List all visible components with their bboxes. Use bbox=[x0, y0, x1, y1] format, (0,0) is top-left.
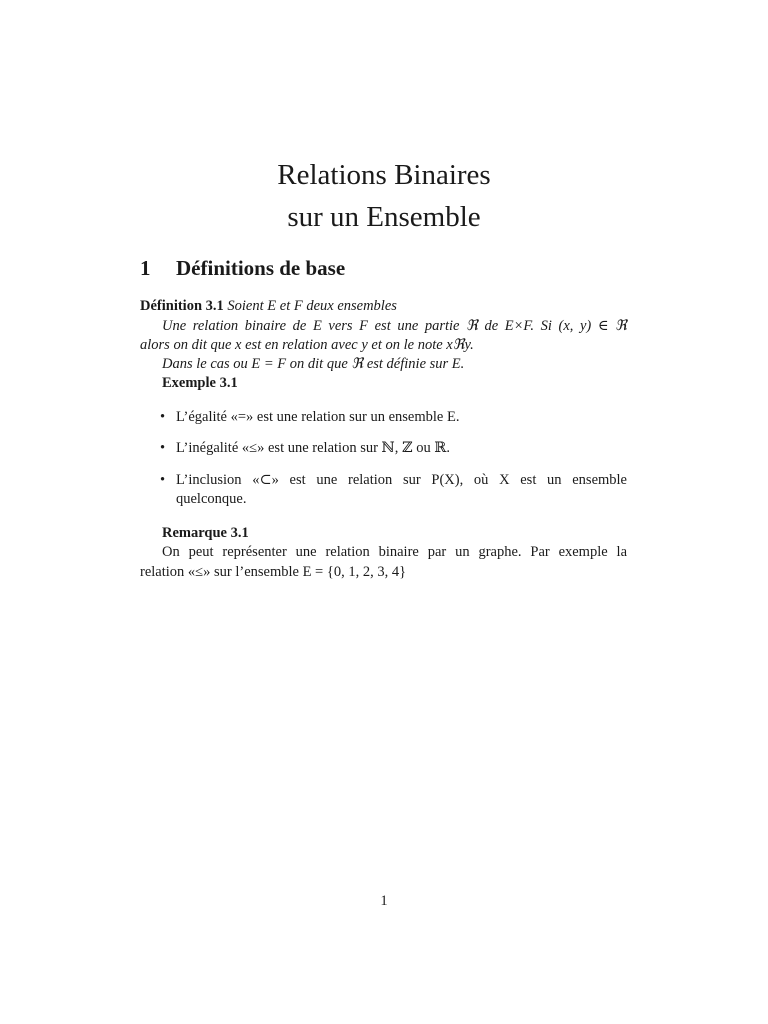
remark-line-2: relation «≤» sur l’ensemble E = {0, 1, 2, 3, 4} bbox=[140, 564, 407, 580]
title-line-2: sur un Ensemble bbox=[287, 201, 481, 233]
definition-line-1: Une relation binaire de E vers F est une partie ℜ de E×F. Si (x, y) ∈ ℜ bbox=[162, 318, 627, 334]
bullet-symbol-3: • bbox=[160, 472, 166, 488]
section-number: 1 bbox=[140, 256, 151, 280]
bullet-symbol-1: • bbox=[160, 409, 166, 425]
example-item-3: L’inclusion «⊂» est une relation sur P(X), où X est un ensemble bbox=[176, 472, 627, 488]
example-item-1: L’égalité «=» est une relation sur un ensemble E. bbox=[176, 409, 460, 425]
remark-line-1: On peut représenter une relation binaire par un graphe. Par exemple la bbox=[162, 544, 627, 560]
definition-line-2: alors on dit que x est en relation avec y et on le note xℜy. bbox=[140, 337, 474, 353]
definition-label: Définition 3.1 bbox=[140, 298, 224, 314]
remark-label: Remarque 3.1 bbox=[162, 525, 249, 541]
definition-line-3: Dans le cas ou E = F on dit que ℜ est définie sur E. bbox=[162, 356, 465, 372]
example-item-3-cont: quelconque. bbox=[176, 491, 247, 507]
section-title: Définitions de base bbox=[176, 256, 346, 280]
section-heading bbox=[140, 256, 345, 281]
definition-intro: Soient E et F deux ensembles bbox=[227, 298, 397, 314]
title-line-1: Relations Binaires bbox=[277, 159, 491, 191]
example-item-2: L’inégalité «≤» est une relation sur ℕ, ℤ ou ℝ. bbox=[176, 440, 451, 456]
bullet-symbol-2: • bbox=[160, 440, 166, 456]
document-title bbox=[0, 154, 768, 238]
page-number: 1 bbox=[380, 893, 388, 909]
example-label: Exemple 3.1 bbox=[162, 375, 238, 391]
definition-header bbox=[140, 298, 397, 315]
